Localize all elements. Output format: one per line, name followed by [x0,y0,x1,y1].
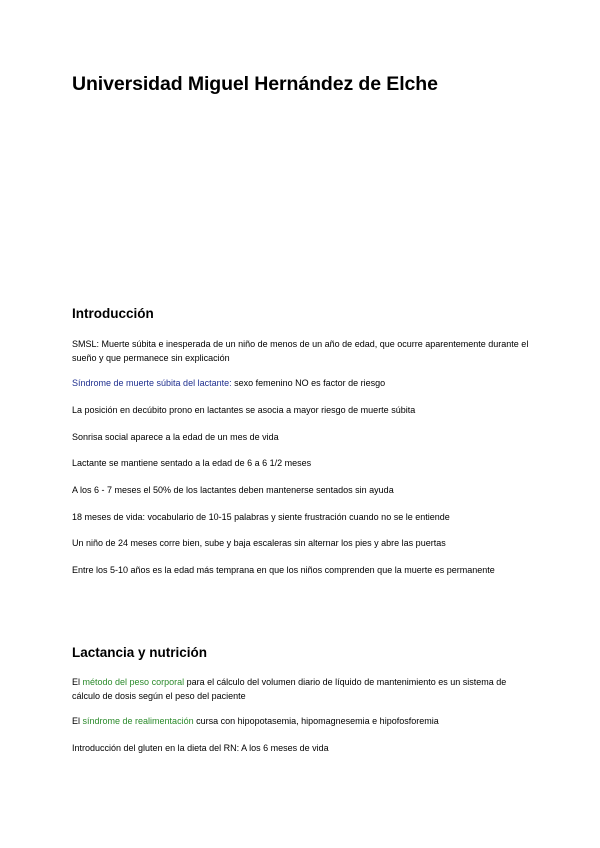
paragraph-sitting-unassisted [72,484,532,498]
paragraph-text: 18 meses de vida: vocabulario de 10-15 palabras y siente frustración cuando no se le entiende [72,512,450,522]
paragraph-gluten [72,742,532,756]
paragraph-text: La posición en decúbito prono en lactantes se asocia a mayor riesgo de muerte súbita [72,405,416,415]
section-heading-lactancia: Lactancia y nutrición [72,645,208,660]
paragraph-vocabulary [72,511,532,525]
paragraph-text: Un niño de 24 meses corre bien, sube y baja escaleras sin alternar los pies y abre las puertas [72,538,446,548]
paragraph-text: sexo femenino NO es factor de riesgo [231,378,386,388]
paragraph-text: A los 6 - 7 meses el 50% de los lactantes deben mantenerse sentados sin ayuda [72,485,394,495]
paragraph-text: Introducción del gluten en la dieta del RN: A los 6 meses de vida [72,743,329,753]
paragraph-text: SMSL: Muerte súbita e inesperada de un niño de menos de un año de edad, que ocurre aparentemente durante el sueño y que permanece sin explicación [72,339,529,363]
paragraph-refeeding-syndrome [72,715,532,729]
paragraph-smsl-definition [72,338,532,365]
paragraph-text: cursa con hipopotasemia, hipomagnesemia e hipofosforemia [193,716,439,726]
term-highlight-green: síndrome de realimentación [82,716,194,726]
paragraph-text: El [72,677,83,687]
paragraph-social-smile [72,431,532,445]
paragraph-24-months [72,537,532,551]
paragraph-sitting-age [72,457,532,471]
paragraph-text: Sonrisa social aparece a la edad de un mes de vida [72,432,279,442]
paragraph-text: para el cálculo del volumen diario de líquido de mantenimiento es un sistema de cálculo de dosis según el peso del paciente [72,677,507,701]
section-heading-introduccion: Introducción [72,306,154,321]
paragraph-prone-position [72,404,532,418]
paragraph-text: Entre los 5-10 años es la edad más temprana en que los niños comprenden que la muerte es permanente [72,565,495,575]
paragraph-smsl-risk [72,377,532,391]
page-title: Universidad Miguel Hernández de Elche [72,73,438,95]
term-highlight-blue: Síndrome de muerte súbita del lactante: [72,378,232,388]
paragraph-text: El [72,716,83,726]
paragraph-death-understanding [72,564,532,578]
term-highlight-green: método del peso corporal [82,677,185,687]
paragraph-text: Lactante se mantiene sentado a la edad de 6 a 6 1/2 meses [72,458,312,468]
paragraph-body-weight-method [72,676,532,703]
